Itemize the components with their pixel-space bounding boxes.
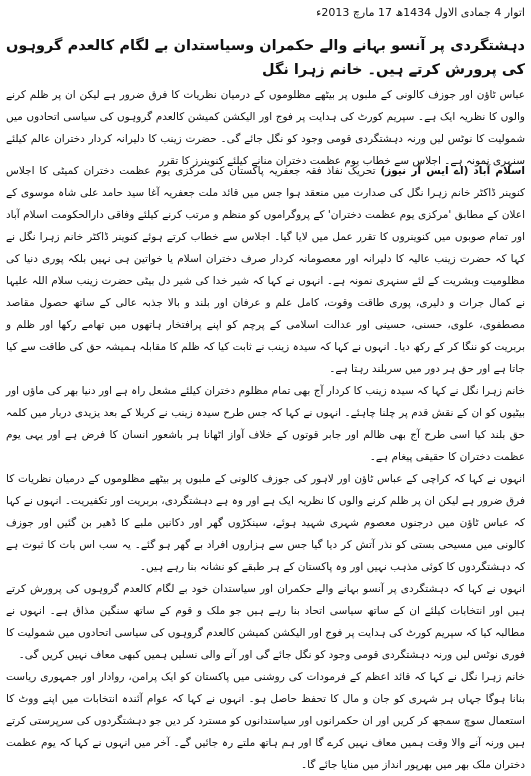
article-paragraph: خانم زہرا نگل نے کہا کہ سیدہ زینب کا کردار آج بھی تمام مظلوم دختران کیلئے مشعل راہ ہے اور دنیا بھر کی ماؤں اور بیٹیوں کو ان کے نقش قدم پر چلنا چاہئے۔ انہوں نے کہا کہ جس طرح سیدہ زینب نے کربلا کے بعد یزیدی دربار میں کلمہ حق بلند کیا اسی طرح آج بھی ظالم اور جابر قوتوں کے خلاف آواز اٹھانا ہر باشعور انسان کا فرض ہے اور یہی یوم عظمت دختران کا حقیقی پیغام ہے۔	[6, 385, 525, 463]
article-body	[6, 160, 526, 771]
headline-block	[6, 34, 525, 167]
article-paragraph: انہوں نے کہا کہ دہشتگردی پر آنسو بہانے والے حکمران اور سیاستدان خود بے لگام کالعدم گروہوں کی پرورش کرتے ہیں اور انتخابات کیلئے ان کے ساتھ سیاسی اتحاد بنا رہے ہیں جو ملک و قوم کے ساتھ سنگین مذاق ہے۔ انہوں نے مطالبہ کیا کہ سپریم کورٹ کی ہدایت پر فوج اور الیکشن کمیشن کالعدم گروہوں کی سیاسی اتحادوں میں شمولیت کا فوری نوٹس لیں ورنہ دہشتگردی قومی وجود کو نگل جائے گی اور آنے والی نسلیں ہمیں کبھی معاف نہیں کریں گی۔	[6, 583, 525, 661]
subheadline: عباس ٹاؤن اور جوزف کالونی کے ملبوں پر بیٹھے مظلوموں کے درمیان نظریات کا فرق ضرور ہے لیکن ان پر ظلم کرنے والوں کا نظریہ ایک ہے۔ سپریم کورٹ کی ہدایت پر فوج اور الیکشن کمیشن کالعدم گروہوں کی سیاسی اتحادوں میں شمولیت کا نوٹس لیں ورنہ دہشتگردی قومی وجود کو نگل جائے گی۔ حضرت زینب کا دلیرانہ کردار دختران عالم کیلئے سنہری نمونہ ہے۔ اجلاس سے خطاب یوم عظمت دختران منانے کیلئے کنوینرز کا تقرر	[6, 89, 525, 167]
headline: دہشتگردی پر آنسو بہانے والے حکمران وسیاستدان بے لگام کالعدم گروہوں کی پرورش کرتے ہیں۔ خانم زہرا نگل	[6, 38, 525, 78]
article-paragraph: خانم زہرا نگل نے کہا کہ قائد اعظم کے فرمودات کی روشنی میں پاکستان کو ایک پرامن، روادار اور جمہوری ریاست بنانا ہوگا جہاں ہر شہری کو جان و مال کا تحفظ حاصل ہو۔ انہوں نے کہا کہ عوام آئندہ انتخابات میں اپنے ووٹ کا استعمال سوچ سمجھ کر کریں اور ان حکمرانوں اور سیاستدانوں کو مسترد کر دیں جو دہشتگردوں کی سرپرستی کرتے ہیں ورنہ آنے والا وقت ہمیں معاف نہیں کرے گا اور ہم ہاتھ ملتے رہ جائیں گے۔ آخر میں انہوں نے کہا کہ یوم عظمت دختران ملک بھر میں بھرپور انداز میں منایا جائے گا۔	[6, 671, 525, 771]
article-paragraph: انہوں نے کہا کہ کراچی کے عباس ٹاؤن اور لاہور کی جوزف کالونی کے ملبوں پر بیٹھے مظلوموں کے درمیان نظریات کا فرق ضرور ہے لیکن ان پر ظلم کرنے والوں کا نظریہ ایک ہے اور وہ ہے دہشتگردی، بربریت اور تکفیریت۔ انہوں نے کہا کہ عباس ٹاؤن میں درجنوں معصوم شہری شہید ہوئے، سینکڑوں گھر اور دکانیں ملبے کا ڈھیر بن گئیں اور جوزف کالونی میں مسیحی بستی کو نذر آتش کر دیا گیا جس سے ہزاروں افراد بے گھر ہو گئے۔ یہ سب اس بات کا ثبوت ہے کہ دہشتگردوں کا کوئی مذہب نہیں اور وہ پاکستان کے ہر طبقے کو نشانہ بنا رہے ہیں۔	[6, 473, 525, 573]
dateline: اتوار 4 جمادی الاول 1434ھ 17 مارچ 2013ء	[316, 6, 525, 19]
article-lead-paragraph	[6, 160, 525, 380]
news-agency: (اے ایس آر نیوز)	[380, 165, 469, 177]
lead-text: تحریک نفاذ فقہ جعفریہ پاکستان کی مرکزی یوم عظمت دختران کمیٹی کا اجلاس کنوینر ڈاکٹر خانم زہرا نگل کی صدارت میں منعقد ہوا جس میں قائد ملت جعفریہ آغا سید حامد علی شاہ موسوی کے اعلان کے مطابق 'مرکزی یوم عظمت دختران' کے پروگراموں کو منظم و مرتب کرنے کیلئے وفاقی دارالحکومت اسلام آباد اور تمام صوبوں میں کنوینروں کا تقرر عمل میں لایا گیا۔ اجلاس سے خطاب کرتے ہوئے کنوینر ڈاکٹر خانم زہرا نگل نے کہا کہ حضرت زینب عالیہ کا دلیرانہ اور معصومانہ کردار صرف دختران اسلام یا خواتین ہی نہیں بلکہ پوری دنیا کی مظلومیت وبشریت کے لئے سنہری نمونہ ہے۔ انہوں نے کہا کہ شیر خدا کی شیر دل بیٹی حضرت زینب سلام اللہ علیہا نے کمال جرات و دلیری، پوری طاقت وقوت، کامل علم و عرفان اور بلند و بالا جذبہ عالی کے ساتھ حصول مقاصد مصطفوی، علوی، حسنی، حسینی اور عدالت اسلامی کے پرچم کو اپنے پرافتخار ہاتھوں میں تھامے رکھا اور ظلم و بربریت کو ننگا کر کے رکھ دیا۔ انہوں نے کہا کہ سیدہ زینب نے ثابت کیا کہ ظلم کا مقابلہ ہمیشہ حق کی طاقت سے کیا جاتا ہے اور حق ہر دور میں سربلند رہتا ہے۔	[6, 165, 525, 375]
dateline-place: اسلام آباد	[473, 165, 526, 177]
